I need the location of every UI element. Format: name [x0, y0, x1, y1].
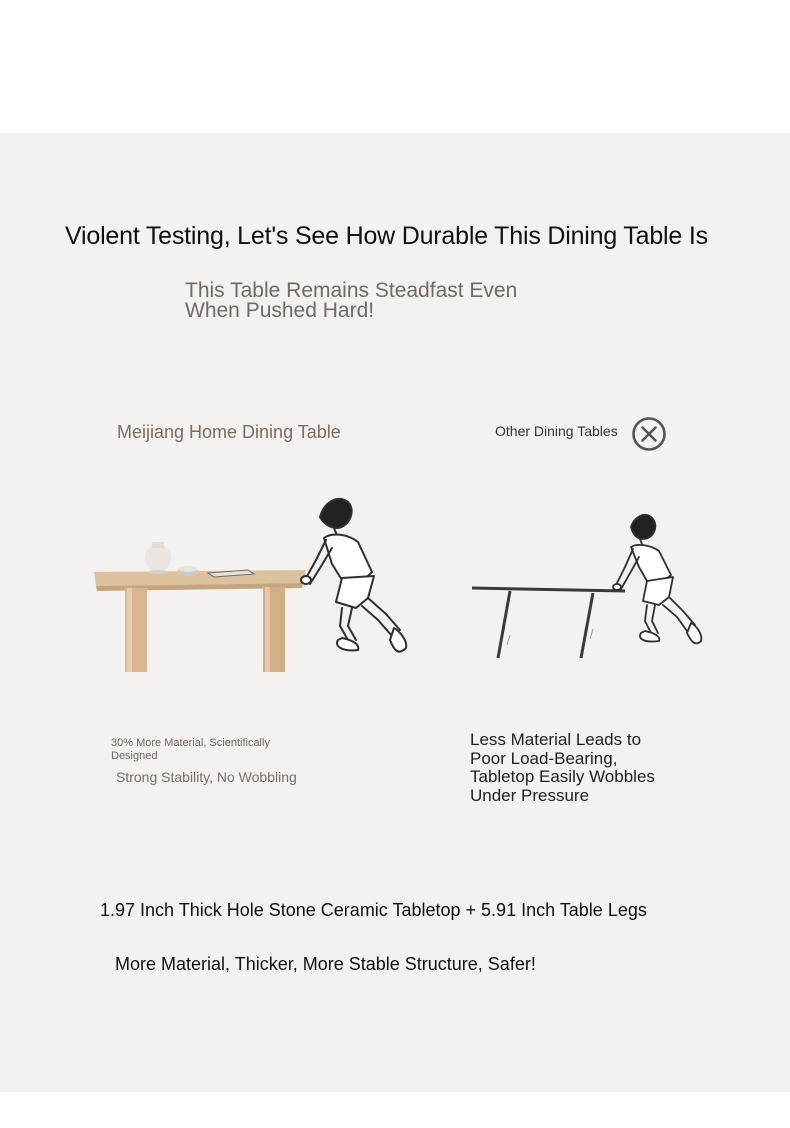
right-note-line-2: Poor Load-Bearing,	[470, 748, 618, 768]
page-subtitle	[185, 281, 605, 321]
spec-line: 1.97 Inch Thick Hole Stone Ceramic Tabletop + 5.91 Inch Table Legs	[100, 900, 647, 920]
wood-table	[94, 570, 306, 672]
page-title: Violent Testing, Let's See How Durable This Dining Table Is	[65, 222, 708, 250]
right-note-line-3: Tabletop Easily Wobbles	[470, 767, 655, 786]
bowl	[177, 566, 199, 576]
left-note-line-1: 30% More Material, Scientifically	[111, 737, 270, 749]
other-tables-label: Other Dining Tables	[495, 423, 618, 439]
left-note-line-2: Designed	[111, 750, 158, 762]
benefit-line: More Material, Thicker, More Stable Structure, Safer!	[115, 954, 536, 974]
right-material-note	[470, 731, 690, 805]
close-circle-icon	[631, 416, 667, 452]
boy-pushing-thin	[613, 515, 701, 644]
sturdy-table-illustration	[80, 480, 430, 680]
thin-table	[472, 588, 625, 658]
meijiang-table-label: Meijiang Home Dining Table	[117, 422, 341, 442]
subtitle-line-1: This Table Remains Steadfast Even	[185, 279, 518, 302]
vase	[145, 542, 171, 574]
thin-table-illustration	[465, 505, 725, 675]
left-stability-note: Strong Stability, No Wobbling	[116, 769, 297, 785]
boy-pushing	[301, 499, 406, 652]
right-note-line-4: Under Pressure	[470, 785, 590, 805]
subtitle-line-2: When Pushed Hard!	[185, 299, 375, 322]
left-material-note	[111, 737, 321, 763]
right-note-line-1: Less Material Leads to	[470, 730, 642, 749]
